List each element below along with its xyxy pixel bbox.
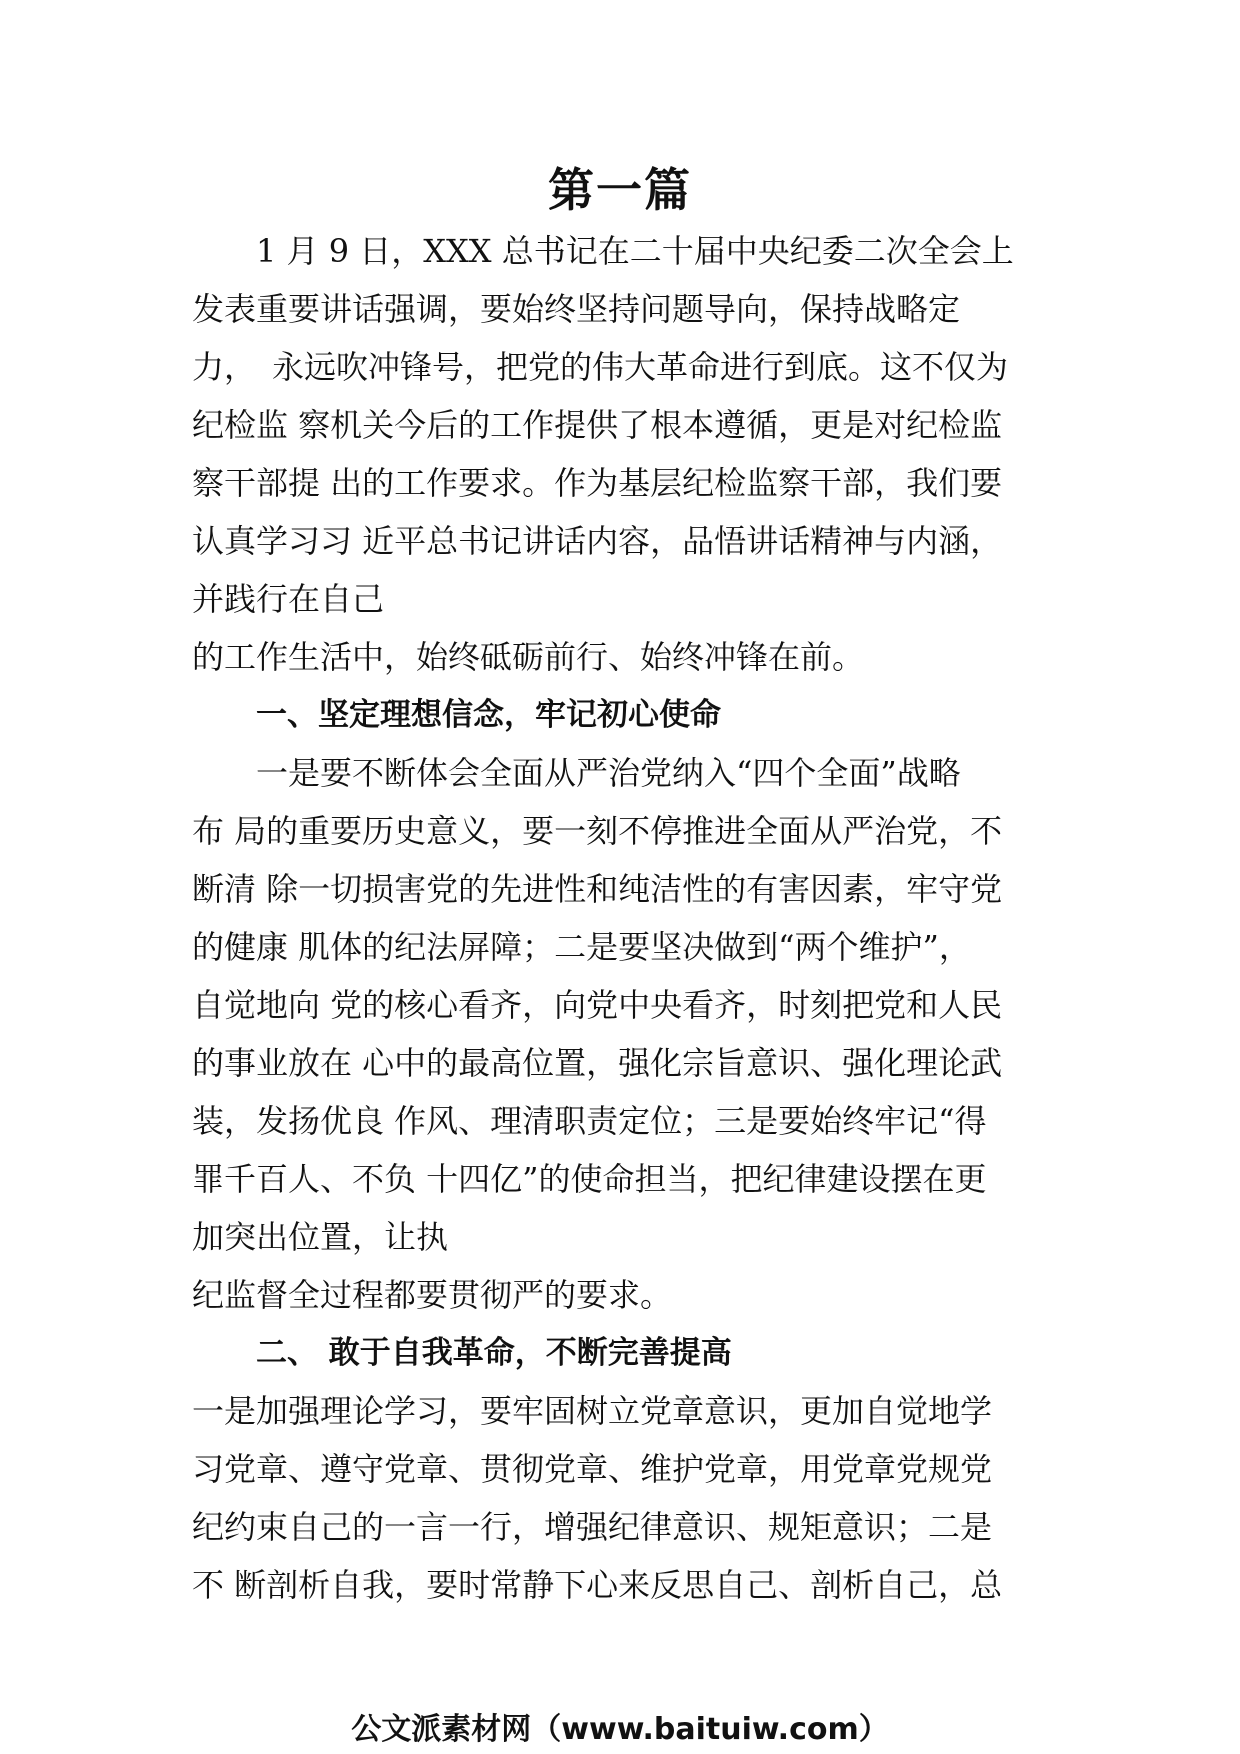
paragraph-line: 一是加强理论学习，要牢固树立党章意识，更加自觉地学 bbox=[192, 1392, 993, 1430]
paragraph-line: 力， 永远吹冲锋号，把党的伟大革命进行到底。这不仅为 bbox=[192, 348, 1009, 386]
section-heading-1: 一、坚定理想信念，牢记初心使命 bbox=[256, 697, 721, 733]
paragraph-line: 察干部提 出的工作要求。作为基层纪检监察干部，我们要 bbox=[192, 464, 1003, 502]
paragraph-line: 纪监督全过程都要贯彻严的要求。 bbox=[192, 1276, 673, 1314]
paragraph-line: 不 断剖析自我，要时常静下心来反思自己、剖析自己，总 bbox=[192, 1566, 1003, 1604]
paragraph-line: 一是要不断体会全面从严治党纳入“四个全面”战略 bbox=[256, 754, 961, 792]
paragraph-line: 1 月 9 日，XXX 总书记在二十届中央纪委二次全会上 bbox=[256, 232, 1014, 270]
paragraph-line: 加突出位置，让执 bbox=[192, 1218, 449, 1256]
section-heading-2: 二、 敢于自我革命，不断完善提高 bbox=[256, 1335, 732, 1371]
paragraph-line: 装，发扬优良 作风、理清职责定位；三是要始终牢记“得 bbox=[192, 1102, 987, 1140]
paragraph-line: 布 局的重要历史意义，要一刻不停推进全面从严治党，不 bbox=[192, 812, 1003, 850]
paragraph-line: 认真学习习 近平总书记讲话内容，品悟讲话精神与内涵， bbox=[192, 522, 1003, 560]
paragraph-line: 发表重要讲话强调，要始终坚持问题导向，保持战略定 bbox=[192, 290, 961, 328]
document-body bbox=[192, 222, 1052, 1614]
paragraph-line: 罪千百人、不负 十四亿”的使命担当，把纪律建设摆在更 bbox=[192, 1160, 987, 1198]
paragraph-line: 的健康 肌体的纪法屏障；二是要坚决做到“两个维护”， bbox=[192, 928, 971, 966]
paragraph-line: 并践行在自己 bbox=[192, 580, 385, 618]
paragraph-line: 自觉地向 党的核心看齐，向党中央看齐，时刻把党和人民 bbox=[192, 986, 1003, 1024]
paragraph-line: 纪检监 察机关今后的工作提供了根本遵循，更是对纪检监 bbox=[192, 406, 1003, 444]
paragraph-line: 的工作生活中，始终砥砺前行、始终冲锋在前。 bbox=[192, 638, 865, 676]
paragraph-line: 断清 除一切损害党的先进性和纯洁性的有害因素，牢守党 bbox=[192, 870, 1003, 908]
paragraph-line: 习党章、遵守党章、贯彻党章、维护党章，用党章党规党 bbox=[192, 1450, 993, 1488]
paragraph-line: 的事业放在 心中的最高位置，强化宗旨意识、强化理论武 bbox=[192, 1044, 1003, 1082]
footer-watermark: 公文派素材网（www.baituiw.com） bbox=[351, 1712, 889, 1747]
document-title: 第一篇 bbox=[548, 163, 692, 217]
paragraph-line: 纪约束自己的一言一行，增强纪律意识、规矩意识；二是 bbox=[192, 1508, 993, 1546]
